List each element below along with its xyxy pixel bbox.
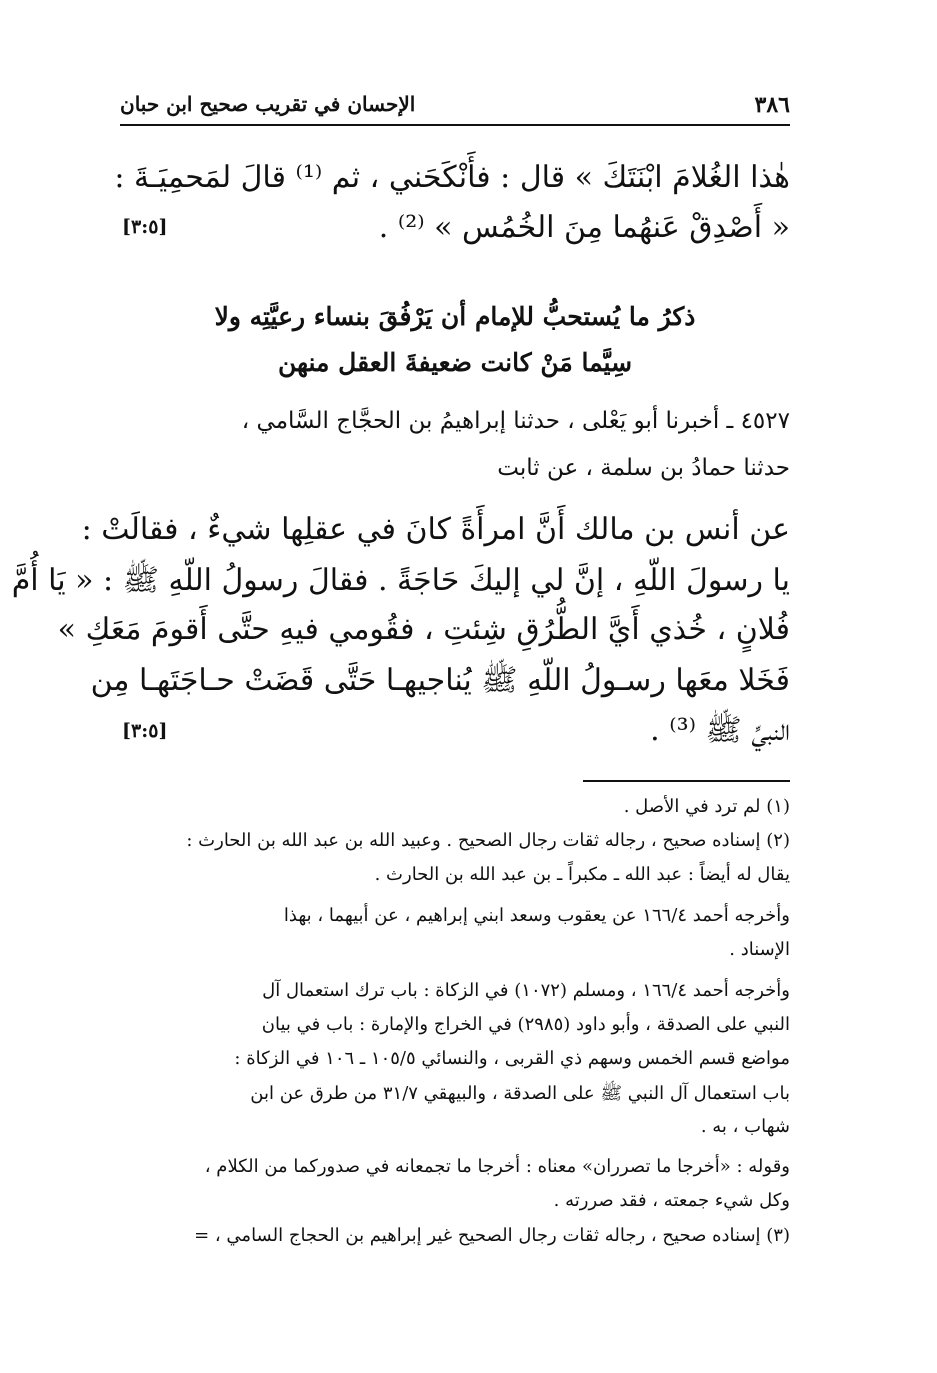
text-line: هٰذا الغُلامَ ابْنَتَكَ » قال : فأَنْكَحَني ، ثم ⁽¹⁾ قالَ لمَحمِيَـةَ : [114,160,790,195]
matn-line: فُلانٍ ، خُذي أَيَّ الطُّرُقِ شِئتِ ، فقُومي فيهِ حتَّى أَقومَ مَعَكِ » [57,612,790,647]
footnote-line: الإسناد . [729,939,790,960]
footnote-line: (١) لم ترد في الأصل . [623,796,790,817]
isnad-line: حدثنا حمادُ بن سلمة ، عن ثابت [497,455,790,481]
header-rule [120,124,790,126]
footnote-line: (٢) إسناده صحيح ، رجاله ثقات رجال الصحيح . وعبيد الله بن عبد الله بن الحارث : [186,830,790,851]
footnote-line: باب استعمال آل النبي ﷺ على الصدقة ، والبيهقي ٣١/٧ من طرق عن ابن [250,1083,790,1104]
isnad-line: ٤٥٢٧ ـ أخبرنا أبو يَعْلى ، حدثنا إبراهيمُ بن الحجَّاج السَّامي ، [241,408,790,434]
footnote-line: النبي على الصدقة ، وأبو داود (٢٩٨٥) في الخراج والإمارة : باب في بيان [261,1014,790,1035]
matn-line: النبيِّ ﷺ ⁽³⁾ . [650,713,790,748]
footnote-line: وأخرجه أحمد ١٦٦/٤ ، ومسلم (١٠٧٢) في الزكاة : باب ترك استعمال آل [262,980,790,1001]
book-title: الإحسان في تقريب صحيح ابن حبان [120,92,416,116]
footnote-rule [583,780,790,782]
reference-tag: [٣:٥] [122,216,168,238]
section-heading-line: سِيَّما مَنْ كانت ضعيفةَ العقل منهن [277,348,633,377]
matn-line: فَخَلا معَها رسـولُ اللّهِ ﷺ يُناجيهـا حَتَّى قَضَتْ حـاجَتَهـا مِن [90,663,790,698]
text-line: « أَصْدِقْ عَنهُما مِنَ الخُمُس » ⁽²⁾ . [378,210,790,245]
reference-tag: [٣:٥] [122,720,168,742]
page-number: ٣٨٦ [754,92,790,118]
footnote-line: وكل شيء جمعته ، فقد صررته . [553,1190,790,1211]
matn-line: عن أنس بن مالك أَنَّ امرأَةً كانَ في عقلِها شيءٌ ، فقالَتْ : [81,512,790,547]
footnote-line: (٣) إسناده صحيح ، رجاله ثقات رجال الصحيح غير إبراهيم بن الحجاج السامي ، = [194,1225,790,1246]
footnote-line: وقوله : «أخرجا ما تصرران» معناه : أخرجا ما تجمعانه في صدوركما من الكلام ، [204,1156,790,1177]
page-header [120,88,790,124]
footnote-line: يقال له أيضاً : عبد الله ـ مكبراً ـ بن عبد الله بن الحارث . [374,864,790,885]
footnote-line: وأخرجه أحمد ١٦٦/٤ عن يعقوب وسعد ابني إبراهيم ، عن أبيهما ، بهذا [283,905,790,926]
section-heading-line: ذكرُ ما يُستحبُّ للإمام أن يَرْفُقَ بنساء رعيَّتِه ولا [214,302,696,331]
matn-line: يا رسولَ اللّهِ ، إنَّ لي إليكَ حَاجَةً . فقالَ رسولُ اللّهِ ﷺ : « يَا أُمَّ [11,563,790,598]
footnote-line: شهاب ، به . [700,1116,790,1137]
footnote-line: مواضع قسم الخمس وسهم ذي القربى ، والنسائي ١٠٥/٥ ـ ١٠٦ في الزكاة : [234,1048,790,1069]
